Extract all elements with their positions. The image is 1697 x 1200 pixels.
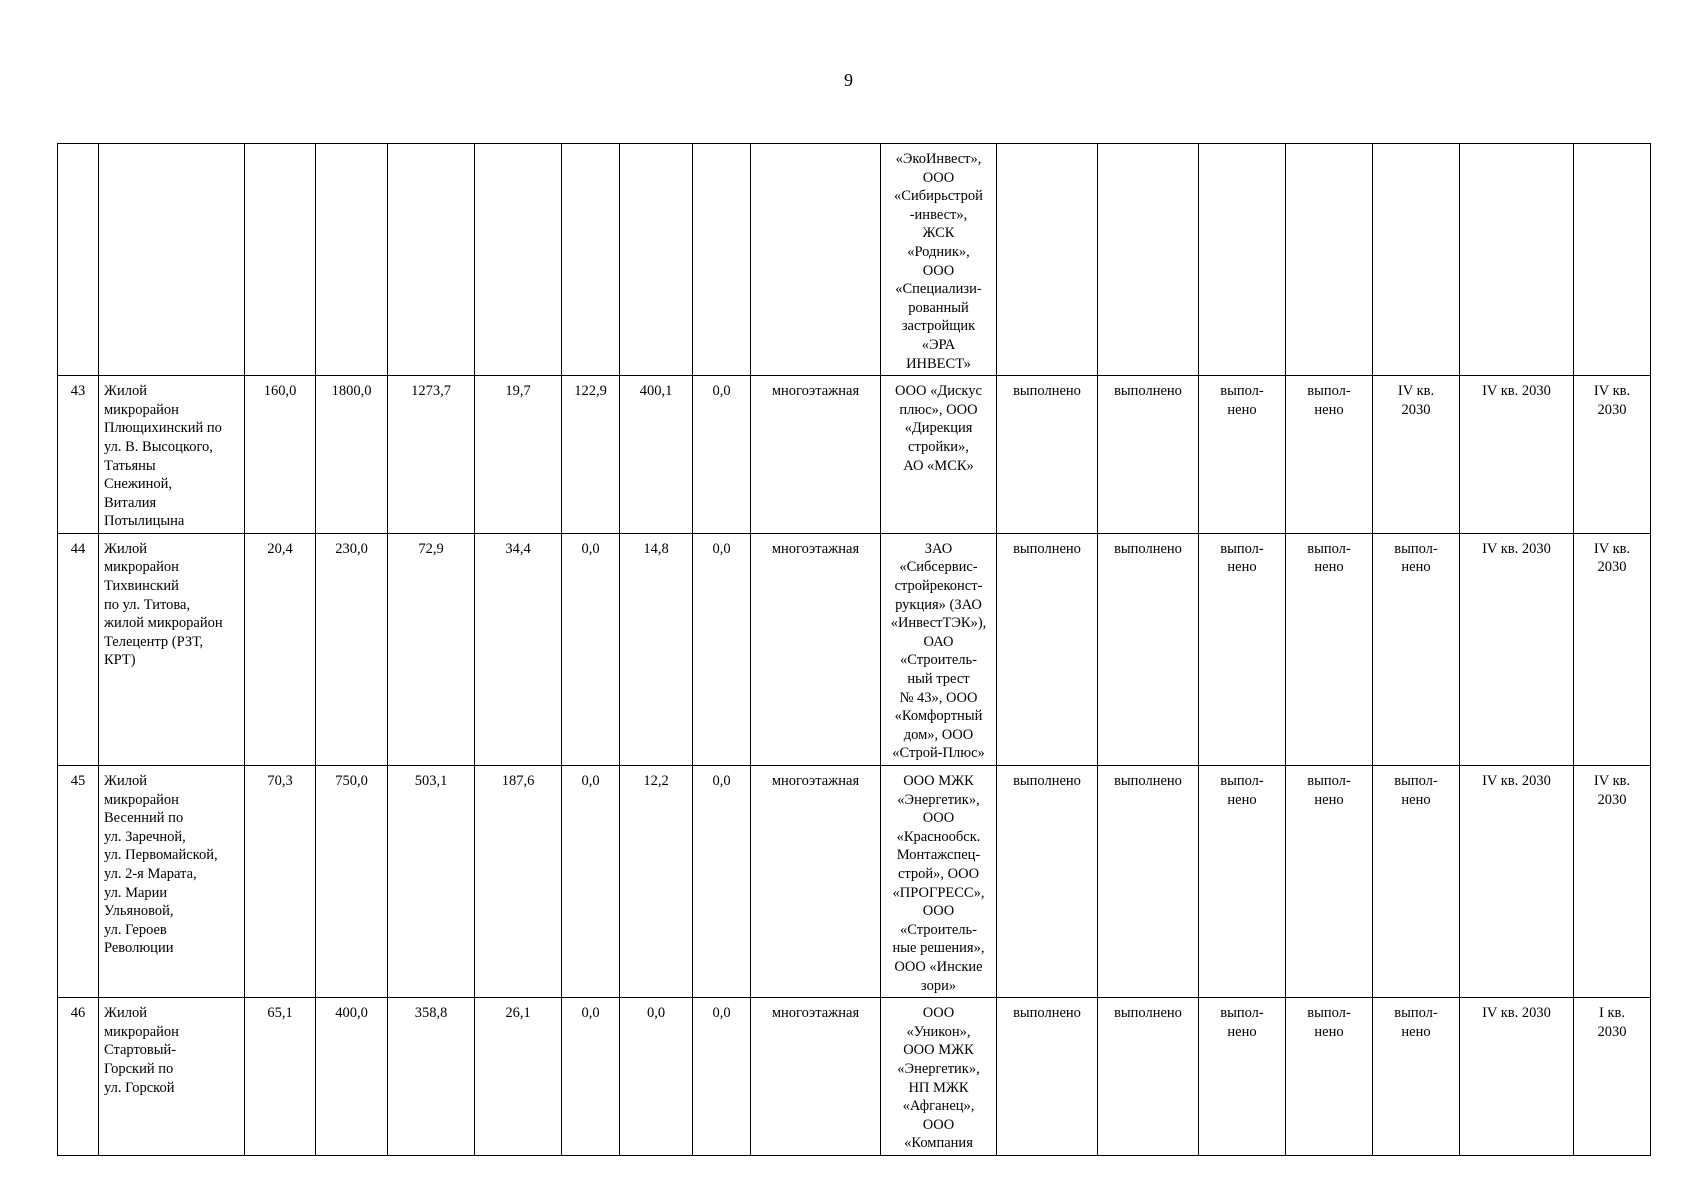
status-cell (1199, 144, 1286, 376)
deadline-cell: IV кв. 2030 (1460, 533, 1574, 765)
value-cell (562, 144, 620, 376)
value-cell (620, 144, 693, 376)
value-cell: 20,4 (245, 533, 316, 765)
status-cell: выполнено (997, 998, 1098, 1156)
status-cell: выпол- нено (1286, 376, 1373, 534)
value-cell: 34,4 (475, 533, 562, 765)
status-cell: выполнено (1098, 376, 1199, 534)
value-cell: 70,3 (245, 766, 316, 998)
value-cell: 72,9 (388, 533, 475, 765)
value-cell: 0,0 (693, 533, 751, 765)
status-cell: выпол- нено (1286, 998, 1373, 1156)
deadline-cell (1460, 144, 1574, 376)
value-cell: 0,0 (562, 533, 620, 765)
deadline-cell: IV кв. 2030 (1574, 376, 1651, 534)
status-cell: выполнено (997, 766, 1098, 998)
value-cell: 230,0 (316, 533, 388, 765)
value-cell: 0,0 (693, 998, 751, 1156)
value-cell (693, 144, 751, 376)
value-cell (475, 144, 562, 376)
status-cell: выпол- нено (1373, 533, 1460, 765)
status-cell: выпол- нено (1286, 533, 1373, 765)
status-cell: выполнено (1098, 766, 1199, 998)
developers-cell: ООО МЖК «Энергетик», ООО «Краснообск. Монтажспец- строй», ООО «ПРОГРЕСС», ООО «Строитель- ные решения», ООО «Инские зори» (881, 766, 997, 998)
value-cell: 1273,7 (388, 376, 475, 534)
value-cell: 122,9 (562, 376, 620, 534)
value-cell: 0,0 (693, 766, 751, 998)
value-cell: 19,7 (475, 376, 562, 534)
table-row (58, 533, 1651, 765)
status-cell: выполнено (1098, 533, 1199, 765)
building-type: многоэтажная (751, 533, 881, 765)
row-number: 43 (58, 376, 99, 534)
status-cell: выпол- нено (1286, 766, 1373, 998)
status-cell: выпол- нено (1199, 998, 1286, 1156)
developers-cell: «ЭкоИнвест», ООО «Сибирьстрой -инвест», ЖСК «Родник», ООО «Специализи- рованный застройщик «ЭРА ИНВЕСТ» (881, 144, 997, 376)
value-cell: 750,0 (316, 766, 388, 998)
building-type: многоэтажная (751, 766, 881, 998)
status-cell: выпол- нено (1373, 766, 1460, 998)
microdistrict-name: Жилой микрорайон Тихвинский по ул. Титова, жилой микрорайон Телецентр (РЗТ, КРТ) (99, 533, 245, 765)
status-cell (1098, 144, 1199, 376)
value-cell: 65,1 (245, 998, 316, 1156)
value-cell: 12,2 (620, 766, 693, 998)
deadline-cell: IV кв. 2030 (1460, 766, 1574, 998)
deadline-cell: IV кв. 2030 (1460, 376, 1574, 534)
value-cell: 358,8 (388, 998, 475, 1156)
developers-cell: ЗАО «Сибсервис- стройреконст- рукция» (ЗАО «ИнвестТЭК»), ОАО «Строитель- ный трест № 43», ООО «Комфортный дом», ООО «Строй-Плюс» (881, 533, 997, 765)
microdistrict-table (57, 143, 1651, 1156)
value-cell: 14,8 (620, 533, 693, 765)
deadline-cell: I кв. 2030 (1574, 998, 1651, 1156)
table-row (58, 144, 1651, 376)
row-number (58, 144, 99, 376)
status-cell: выпол- нено (1199, 766, 1286, 998)
table-row (58, 376, 1651, 534)
status-cell (997, 144, 1098, 376)
status-cell (1286, 144, 1373, 376)
deadline-cell: IV кв. 2030 (1574, 533, 1651, 765)
status-cell: выпол- нено (1199, 376, 1286, 534)
status-cell: выполнено (997, 533, 1098, 765)
deadline-cell: IV кв. 2030 (1460, 998, 1574, 1156)
building-type (751, 144, 881, 376)
value-cell: 400,1 (620, 376, 693, 534)
status-cell: выпол- нено (1373, 998, 1460, 1156)
deadline-cell (1574, 144, 1651, 376)
value-cell: 0,0 (693, 376, 751, 534)
building-type: многоэтажная (751, 998, 881, 1156)
value-cell: 0,0 (562, 766, 620, 998)
value-cell (388, 144, 475, 376)
deadline-cell: IV кв. 2030 (1574, 766, 1651, 998)
microdistrict-name: Жилой микрорайон Стартовый- Горский по ул. Горской (99, 998, 245, 1156)
value-cell: 0,0 (562, 998, 620, 1156)
page-number: 9 (844, 70, 853, 90)
value-cell: 187,6 (475, 766, 562, 998)
table-row (58, 766, 1651, 998)
microdistrict-name: Жилой микрорайон Весенний по ул. Заречной, ул. Первомайской, ул. 2-я Марата, ул. Марии Ульяновой, ул. Героев Революции (99, 766, 245, 998)
developers-cell: ООО «Дискус плюс», ООО «Дирекция стройки», АО «МСК» (881, 376, 997, 534)
developers-cell: ООО «Уникон», ООО МЖК «Энергетик», НП МЖК «Афганец», ООО «Компания (881, 998, 997, 1156)
value-cell (245, 144, 316, 376)
table-row (58, 998, 1651, 1156)
microdistrict-name: Жилой микрорайон Плющихинский по ул. В. Высоцкого, Татьяны Снежиной, Виталия Потылицына (99, 376, 245, 534)
table-body (58, 144, 1651, 1156)
value-cell: 26,1 (475, 998, 562, 1156)
status-cell: IV кв. 2030 (1373, 376, 1460, 534)
value-cell: 1800,0 (316, 376, 388, 534)
value-cell (316, 144, 388, 376)
status-cell: выполнено (997, 376, 1098, 534)
row-number: 46 (58, 998, 99, 1156)
status-cell: выполнено (1098, 998, 1199, 1156)
value-cell: 400,0 (316, 998, 388, 1156)
value-cell: 160,0 (245, 376, 316, 534)
value-cell: 503,1 (388, 766, 475, 998)
row-number: 44 (58, 533, 99, 765)
status-cell (1373, 144, 1460, 376)
value-cell: 0,0 (620, 998, 693, 1156)
status-cell: выпол- нено (1199, 533, 1286, 765)
row-number: 45 (58, 766, 99, 998)
microdistrict-name (99, 144, 245, 376)
building-type: многоэтажная (751, 376, 881, 534)
